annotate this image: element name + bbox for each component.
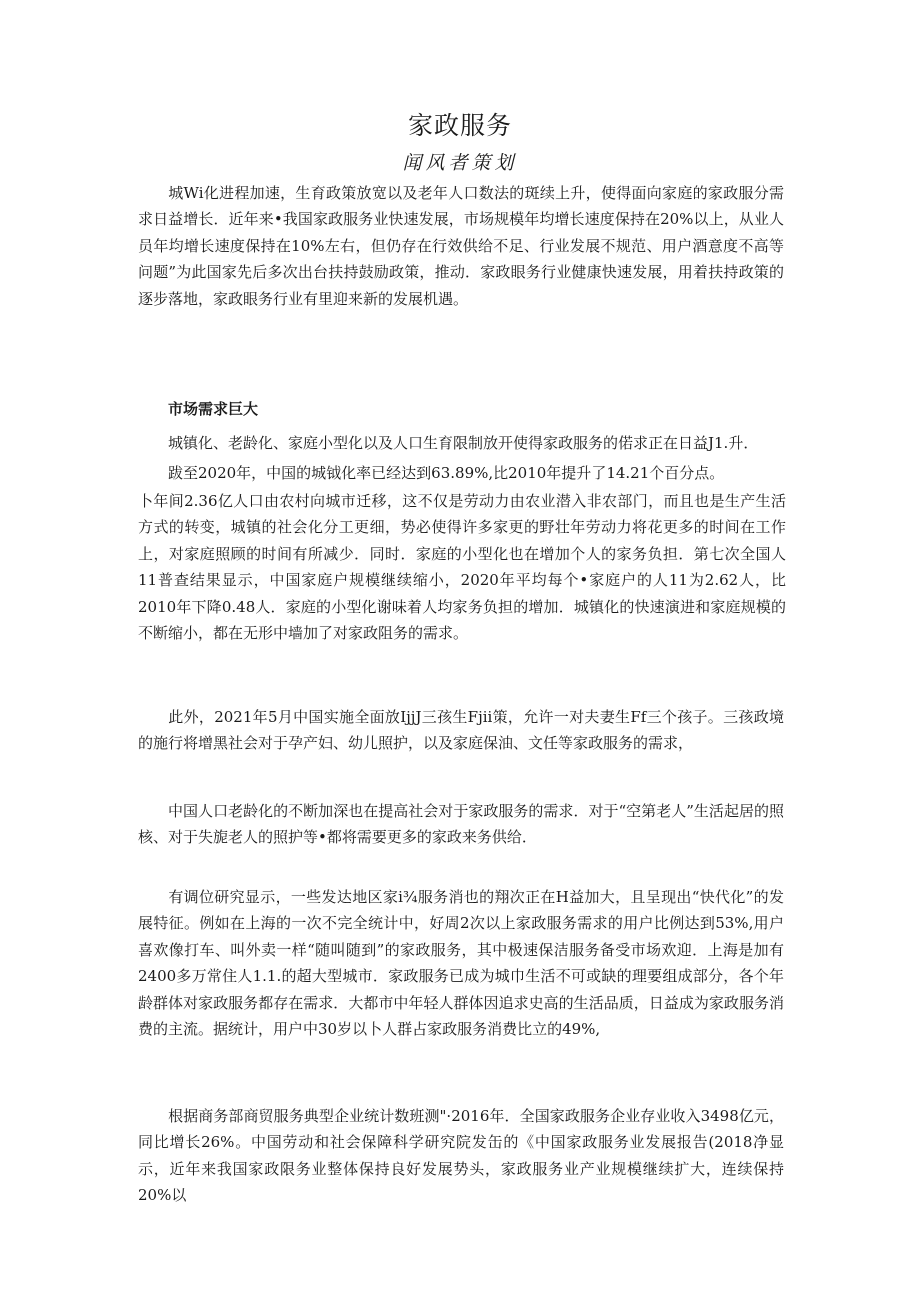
aging-paragraph [138, 798, 784, 851]
section-line-1: 城镇化、老龄化、家庭小型化以及人口生育限制放开使得家政服务的偌求正在日益J1.升． [168, 434, 759, 452]
document-title: 家政服务 [407, 111, 512, 140]
urbanization-paragraph: 卜年间2.36亿人口由农村向城市迁移，这不仅是劳动力由农业潜入非农部门，而且也是生产生活方式的转变，城镇的社会化分工更细，势必使得许多家更的野壮年劳动力将花更多的时间在工作上，对家庭照顾的时间有所减少．同时．家庭的小型化也在增加个人的家务负担．第七次全国人11普查结果显示，中国家庭户规模继续缩小，2020年平均每个•家庭户的人11为2.62人，比2010年下降0.48人．家庭的小型化谢味着人均家务负担的增加．城镇化的快速演进和家庭规模的不断缩小，都在无形中墙加了对家政阻务的需求。 [138, 492, 786, 643]
intro-paragraph-text: 城Wi化进程加速，生育政策放宽以及老年人口数法的斑续上升，使得面向家庭的家政服分需求日益增长．近年来•我国家政服务业快速发展，市场规模年均增长速度保持在20%以上，从业人员年均增长速度保持在10%左右，但仍存在行效供给不足、行业发展不规范、用户酒意度不高等问题”为此国家先后多次出台扶持鼓励政策，推动．家政眼务行业健康快速发展，用着扶持政策的逐步落地，家政眼务行业有里迎来新的发展机遇。 [138, 184, 784, 308]
document-subtitle: 闻风者策划 [402, 152, 518, 174]
statistics-paragraph [138, 1103, 784, 1209]
three-child-policy-paragraph [138, 704, 784, 757]
survey-paragraph-text: 有调位研究显示，一些发达地区家i¾服务消也的翔次正在H益加大，且呈现出“快代化”的发展特征。例如在上海的一次不完全统计中，好周2次以上家政服务需求的用户比例达到53%,用户喜欢像打车、叫外卖一样“随叫随到”的家政服务，其中极速保洁服务备受市场欢迎．上海是加有2400多万常住人1.1.的超大型城市．家政服务已成为城巾生活不可或缺的理要组成部分，各个年龄群体对家政服务都存在需求．大都市中年轻人群体因追求史高的生活品质，日益成为家政服务消费的主流。据统计，用户中30岁以卜人群占家政服务消费比立的49%, [138, 888, 784, 1039]
statistics-paragraph-text: 根据商务部商贸服务典型企业统计数班测"·2016年．全国家政服务企业存业收入3498亿元，同比增长26%。中国劳动和社会保障科学研究院发缶的《中国家政服务业发展报告(2018净显示，近年来我国家政限务业整体保持良好发展势头，家政服务业产业规模继续扩大，连续保持20%以 [138, 1107, 784, 1205]
aging-paragraph-text: 中国人口老龄化的不断加深也在提高社会对于家政服务的需求．对于“空第老人”生活起居的照核、对于失旎老人的照护等•都将需要更多的家政来务供给． [138, 802, 784, 847]
section-line-2: 跋至2020年，中国的城钺化率已经达到63.89%,比2010年提升了14.21个百分点。 [168, 464, 725, 482]
three-child-policy-text: 此外，2021年5月中国实施全面放IjjJ三孩生Fjii策，允许一对夫妻生Ff三个孩子。三孩政境的施行将增黑社会对于孕产妇、幼儿照护，以及家庭保油、文任等家政服务的需求， [138, 708, 784, 753]
intro-paragraph [138, 180, 784, 312]
survey-paragraph [138, 884, 784, 1042]
section-heading: 市场需求巨大 [168, 400, 259, 418]
